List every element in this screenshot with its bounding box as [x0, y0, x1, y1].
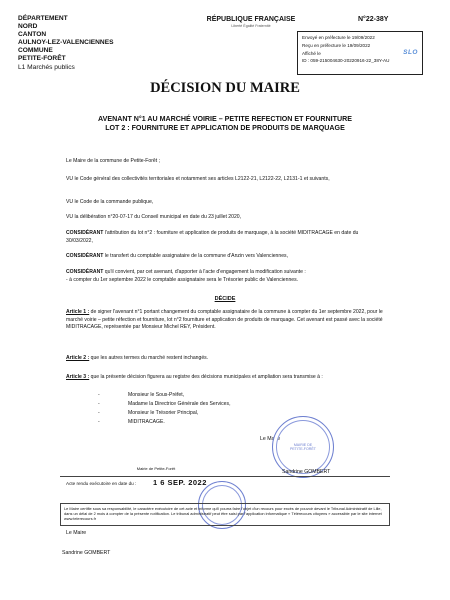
- header-canton-label: CANTON: [18, 31, 47, 39]
- document-title: DÉCISION DU MAIRE: [150, 80, 300, 96]
- republic-motto: Liberté Égalité Fraternité: [231, 24, 271, 28]
- republic-heading: [206, 16, 296, 28]
- divider: [60, 476, 390, 477]
- header-dept-name: NORD: [18, 23, 38, 31]
- article-2-label: Article 2 :: [66, 355, 90, 361]
- stamp-sent: Envoyé en préfecture le 19/09/2022: [302, 35, 375, 40]
- legal-notice: Le Maire certifie sous sa responsabilité, le caractère exécutoire de cet acte et informe qu'il pourra faire l'objet d'un recours pour excès de pouvoir devant le Tribunal Administratif de Lille, dans un délai de 2 mois à compter de la présente notification. Le tribunal administratif peut être saisi par l'application informatique « Télérecours citoyens » accessible par le site internet www.telerecours.fr: [60, 503, 390, 526]
- stamp-posted: Affiché le: [302, 50, 321, 56]
- header-commune-name: PETITE-FORÊT: [18, 55, 66, 63]
- decision-reference: N°22-38Y: [358, 16, 389, 23]
- subtitle-line-2: LOT 2 : FOURNITURE ET APPLICATION DE PRODUITS DE MARQUAGE: [105, 124, 345, 132]
- header-canton-name: AULNOY-LEZ-VALENCIENNES: [18, 39, 114, 47]
- recipient-item: - Monsieur le Sous-Préfet,: [98, 392, 185, 398]
- header-department: DÉPARTEMENT: [18, 15, 68, 22]
- signatory-name: Sandrine GOMBERT: [282, 469, 331, 475]
- header-administrative-block: [18, 15, 114, 72]
- executory-date: 1 6 SEP. 2022: [153, 478, 207, 487]
- considerant-attribution: CONSIDÉRANT l'attribution du lot n°2 : fourniture et application de produits de marquage, à la société MIDITRACAGE en date du 30/03/2022,: [66, 230, 359, 244]
- footer-mayor-title: Le Maire: [66, 530, 87, 536]
- stamp-received: Reçu en préfecture le 19/09/2022: [302, 42, 371, 48]
- stamp-id: ID : 059-215004630-20220916-22_38Y-AU: [302, 58, 390, 64]
- vu-cgct: VU le Code général des collectivités territoriales et notamment ses articles L2122-21, L2122-22, L2131-1 et suivants,: [66, 176, 330, 182]
- subtitle-line-1: AVENANT N°1 AU MARCHÉ VOIRIE – PETITE REFECTION ET FOURNITURE: [98, 115, 352, 123]
- considerant-modification: CONSIDÉRANT qu'il convient, par cet avenant, d'apporter à l'acte d'engagement la modification suivante : - à compter du 1er septembre 2022 le comptable assignataire sera le Trésorier public de Valenciennes.: [66, 269, 386, 284]
- vu-code-commande: VU le Code de la commande publique,: [66, 199, 154, 205]
- intro-line: Le Maire de la commune de Petite-Forêt ;: [66, 158, 160, 164]
- decide-heading: DÉCIDE: [214, 296, 236, 302]
- article-1-label: Article 1 :: [66, 309, 90, 315]
- considerant-transfert: CONSIDÉRANT le transfert du comptable assignataire de la commune d'Anzin vers Valenciennes,: [66, 253, 289, 259]
- recipient-item: - Madame la Directrice Générale des Services,: [98, 401, 231, 407]
- considerant-label: CONSIDÉRANT: [66, 269, 104, 275]
- article-3: Article 3 : que la présente décision figurera au registre des décisions municipales et ampliation sera transmise à :: [66, 374, 323, 380]
- slo-logo: SLO: [403, 49, 418, 56]
- executory-label: Acte rendu exécutoire en date du :: [66, 481, 137, 486]
- signature-title: Le Maire: [260, 436, 281, 442]
- header-commune-label: COMMUNE: [18, 47, 53, 55]
- footer-mayor-name: Sandrine GOMBERT: [62, 550, 111, 556]
- footer-seal-label: Mairie de Petite-Forêt: [136, 466, 176, 471]
- article-1: Article 1 : de signer l'avenant n°1 portant changement du comptable assignataire de la commune à compter du 1er septembre 2022, pour le marché voirie – petite réfection et fourniture, lot n°2 fourniture et application de produits de marquage. Cet avenant est passé avec la société MIDITRACAGE, représentée par Monsieur Michel REY, Président.: [66, 309, 383, 330]
- article-2: Article 2 : que les autres termes du marché restent inchangés.: [66, 355, 209, 361]
- recipient-item: - MIDITRACAGE.: [98, 419, 165, 425]
- prefecture-stamp: [297, 31, 423, 75]
- modification-bullet: - à compter du 1er septembre 2022 le comptable assignataire sera le Trésorier public de Valenciennes.: [66, 276, 299, 283]
- considerant-label: CONSIDÉRANT: [66, 253, 104, 259]
- vu-deliberation: VU la délibération n°20-07-17 du Conseil municipal en date du 23 juillet 2020,: [66, 214, 242, 220]
- republic-name: RÉPUBLIQUE FRANÇAISE: [206, 16, 296, 23]
- considerant-label: CONSIDÉRANT: [66, 230, 104, 236]
- article-3-label: Article 3 :: [66, 374, 90, 380]
- document-subtitle: [60, 115, 390, 133]
- recipient-item: - Monsieur le Trésorier Principal,: [98, 410, 199, 416]
- header-service: L1 Marchés publics: [18, 63, 75, 71]
- seal-text: MAIRIE DE PETITE-FORÊT: [290, 443, 316, 451]
